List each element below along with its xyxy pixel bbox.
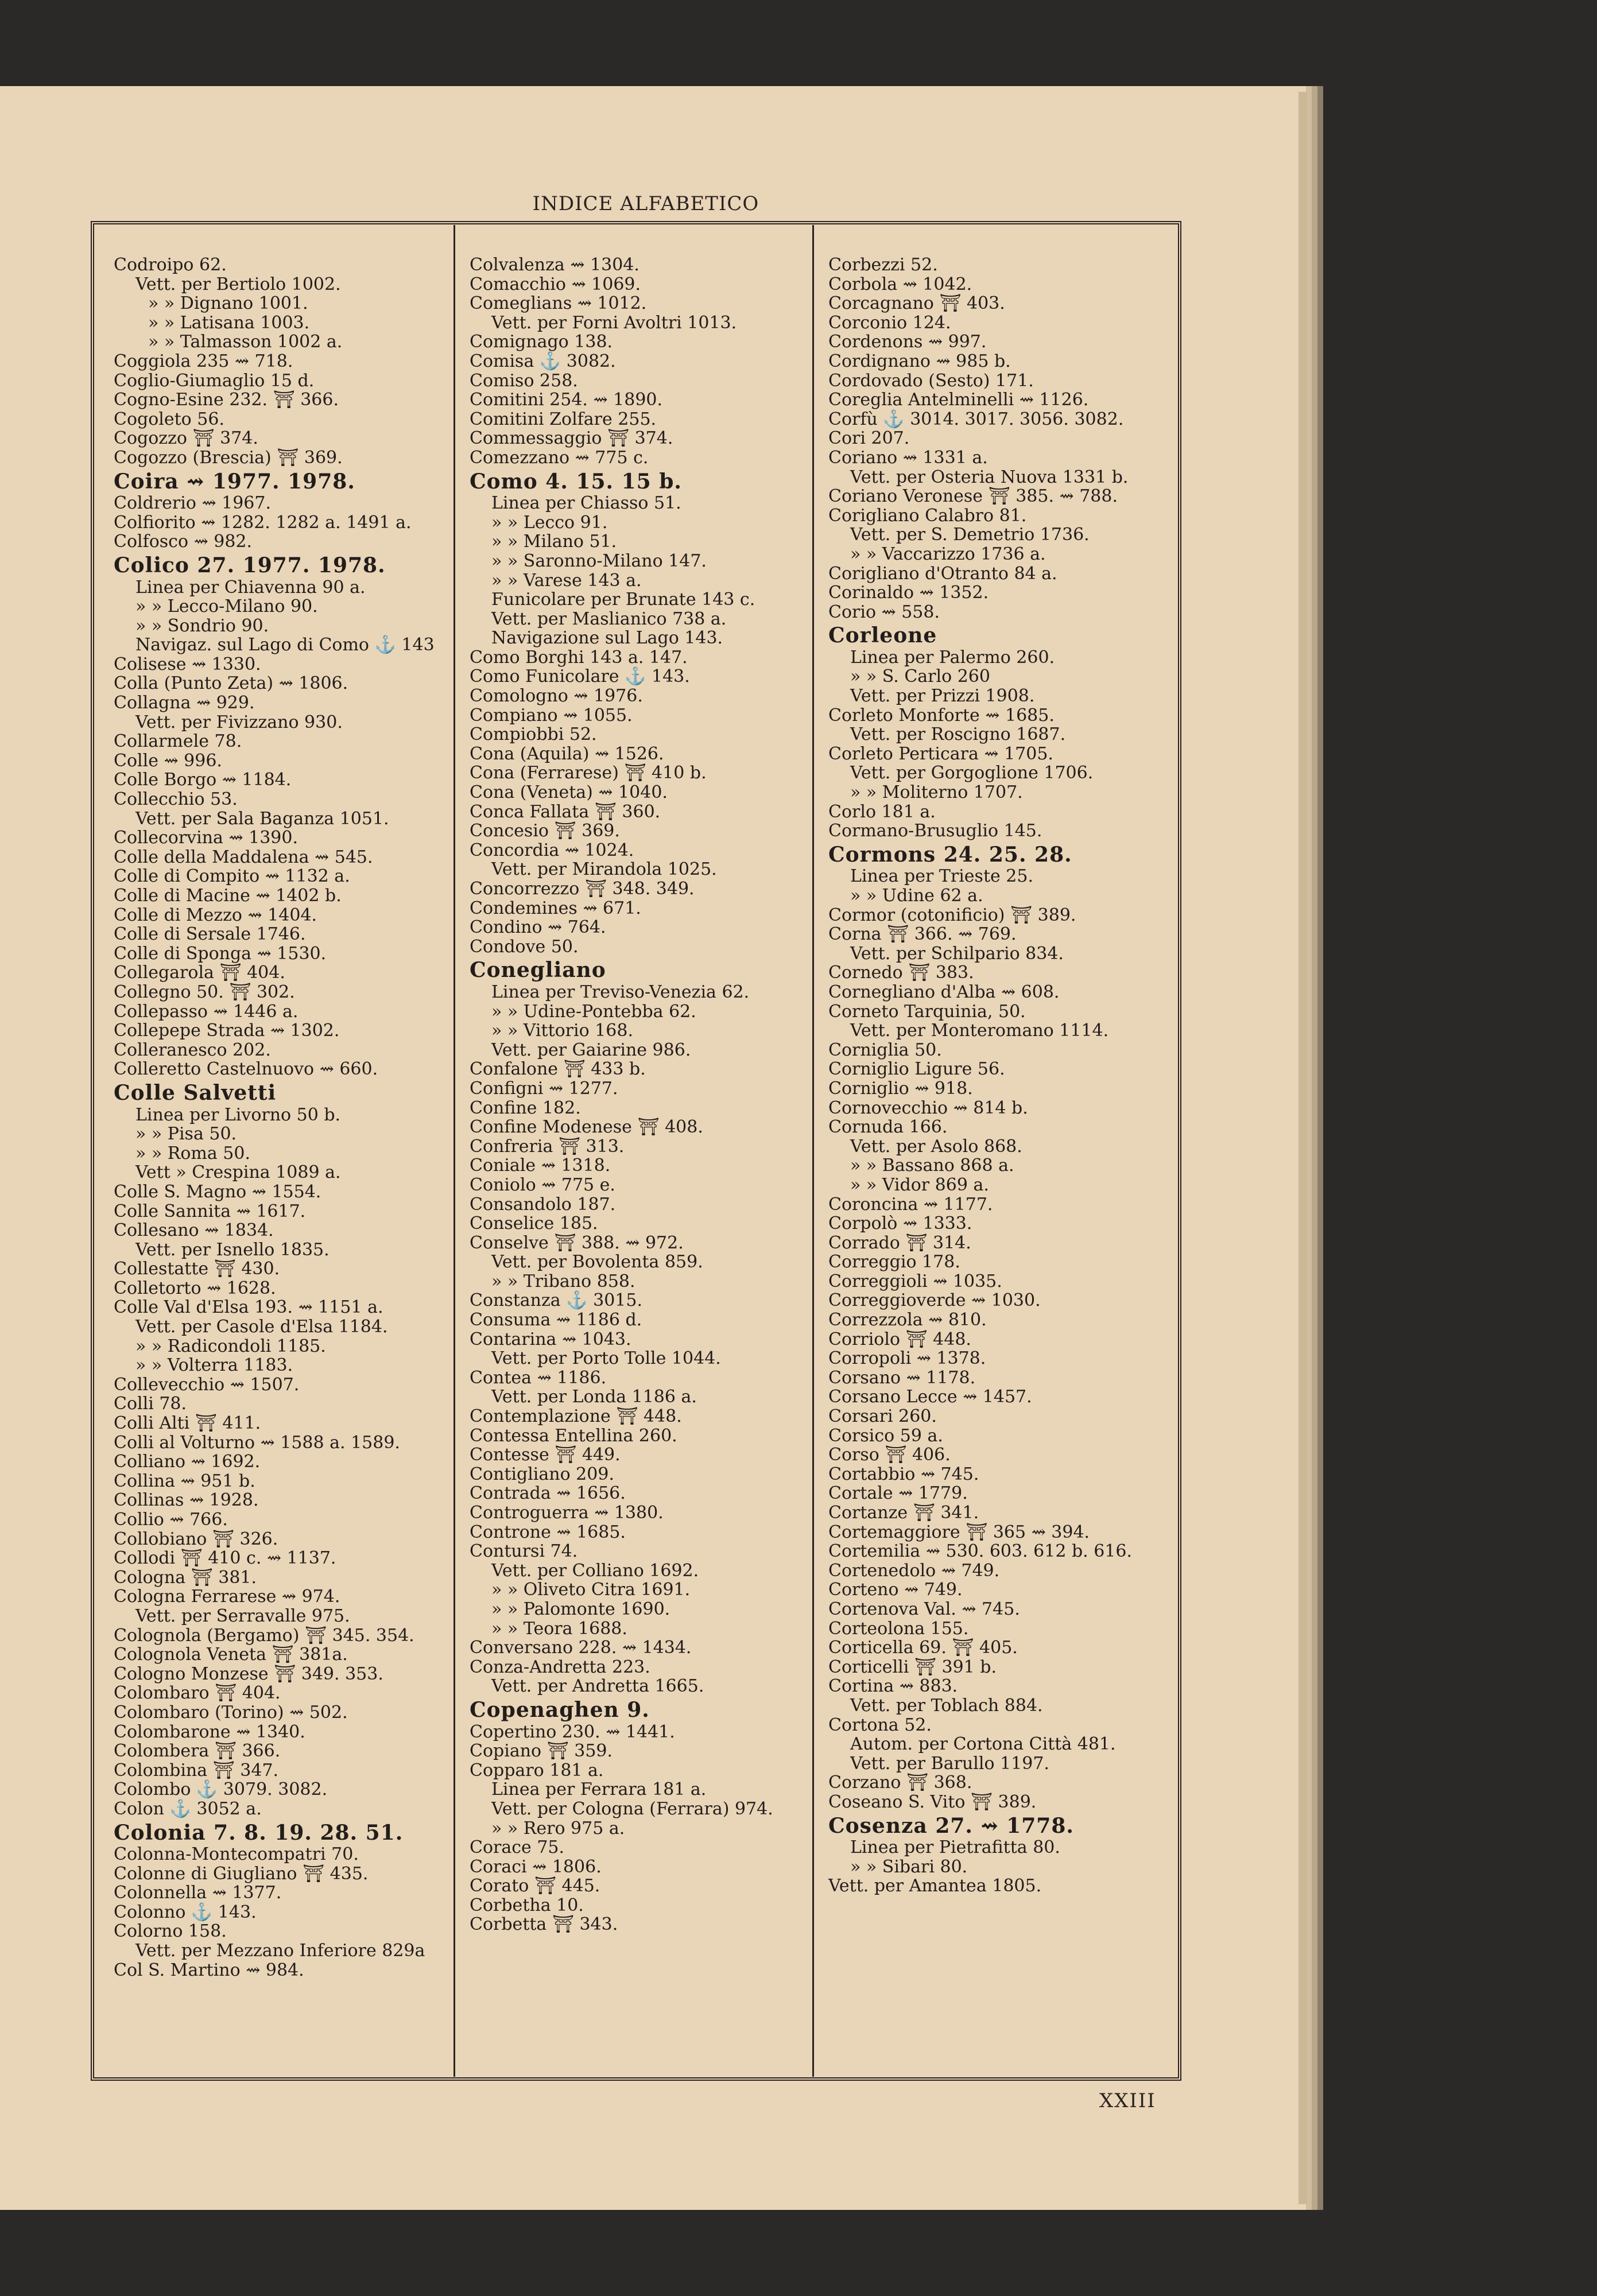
column-divider-2 (812, 225, 814, 2077)
index-entry: Colla (Punto Zeta) ⇝ 1806. (114, 673, 348, 694)
index-entry: Contrada ⇝ 1656. (470, 1483, 626, 1504)
index-entry: Comiso 258. (470, 370, 578, 391)
index-entry: Vett. per Porto Tolle 1044. (491, 1348, 721, 1369)
index-entry: » » Tribano 858. (491, 1271, 635, 1292)
index-entry: Colle Sannita ⇝ 1617. (114, 1201, 306, 1221)
index-entry: Corpolò ⇝ 1333. (828, 1213, 972, 1234)
index-entry: » » Vittorio 168. (491, 1021, 634, 1041)
index-entry: » » Rero 975 a. (491, 1818, 625, 1839)
index-entry: Cologna Ferrarese ⇝ 974. (114, 1587, 340, 1607)
index-entry: Colombo ⚓ 3079. 3082. (114, 1779, 328, 1800)
index-entry: Vett. per Mezzano Inferiore 829a (135, 1941, 425, 1961)
index-entry: Corropoli ⇝ 1378. (828, 1348, 986, 1369)
index-entry: Conselice 185. (470, 1213, 598, 1234)
index-entry: Cogno-Esine 232. ⛩ 366. (114, 390, 339, 410)
index-entry: Vett. per Bovolenta 859. (491, 1252, 703, 1273)
index-entry: Colle di Sponga ⇝ 1530. (114, 943, 327, 964)
index-entry: Condemines ⇝ 671. (470, 898, 641, 918)
index-entry: Correzzola ⇝ 810. (828, 1310, 987, 1331)
index-entry: Collestatte ⛩ 430. (114, 1259, 280, 1279)
index-entry: Corbetha 10. (470, 1895, 584, 1915)
index-entry: Colfosco ⇝ 982. (114, 532, 253, 552)
index-entry: Vett. per Serravalle 975. (135, 1605, 350, 1626)
index-entry: » » Roma 50. (135, 1143, 251, 1163)
index-entry: Comezzano ⇝ 775 c. (470, 447, 649, 468)
index-entry: Vett. per Casole d'Elsa 1184. (135, 1317, 388, 1337)
index-entry: Corniglio ⇝ 918. (828, 1078, 973, 1099)
index-column-2 (470, 255, 773, 1934)
index-entry: Colombaro ⛩ 404. (114, 1683, 281, 1704)
index-entry: Corriolo ⛩ 448. (828, 1329, 971, 1349)
index-entry: » » Talmasson 1002 a. (148, 332, 343, 352)
index-entry: Linea per Chiasso 51. (491, 493, 681, 514)
index-entry: » » Teora 1688. (491, 1618, 627, 1639)
index-entry: Vett. per Colliano 1692. (491, 1560, 699, 1581)
index-entry: Linea per Ferrara 181 a. (491, 1779, 707, 1800)
index-heading-entry: Colico 27. 1977. 1978. (114, 553, 386, 577)
index-entry: Colle Val d'Elsa 193. ⇝ 1151 a. (114, 1297, 383, 1318)
index-entry: Corneto Tarquinia, 50. (828, 1001, 1026, 1022)
index-heading-entry: Colle Salvetti (114, 1080, 277, 1105)
index-entry: » » Vaccarizzo 1736 a. (850, 544, 1046, 564)
index-entry: Concordia ⇝ 1024. (470, 840, 634, 860)
index-entry: Controne ⇝ 1685. (470, 1522, 626, 1542)
index-entry: Cona (Aquila) ⇝ 1526. (470, 743, 664, 764)
index-entry: Colli 78. (114, 1394, 187, 1414)
index-entry: Confalone ⛩ 433 b. (470, 1059, 646, 1080)
index-entry: Comignago 138. (470, 332, 613, 352)
index-entry: Corteolona 155. (828, 1618, 969, 1639)
index-entry: Colonna-Montecompatri 70. (114, 1844, 359, 1865)
index-entry: Colleranesco 202. (114, 1040, 271, 1060)
index-entry: Colle di Sersale 1746. (114, 924, 306, 945)
index-entry: Vett. per Andretta 1665. (491, 1676, 704, 1697)
index-entry: Corsano ⇝ 1178. (828, 1367, 976, 1388)
index-entry: Corbezzi 52. (828, 255, 938, 275)
index-entry: Linea per Chiavenna 90 a. (135, 577, 366, 598)
index-entry: » » Udine-Pontebba 62. (491, 1001, 696, 1022)
index-entry: Colombarone ⇝ 1340. (114, 1721, 305, 1742)
index-entry: Contesse ⛩ 449. (470, 1445, 621, 1465)
index-heading-entry: Como 4. 15. 15 b. (470, 469, 682, 494)
index-entry: Colisese ⇝ 1330. (114, 654, 261, 674)
index-entry: Collegno 50. ⛩ 302. (114, 982, 295, 1002)
index-entry: Comeglians ⇝ 1012. (470, 293, 647, 314)
index-entry: Vett. per Sala Baganza 1051. (135, 808, 389, 829)
index-entry: Controguerra ⇝ 1380. (470, 1503, 664, 1523)
index-entry: Corniglio Ligure 56. (828, 1059, 1005, 1080)
index-entry: Colle di Compito ⇝ 1132 a. (114, 866, 350, 887)
index-entry: Colonne di Giugliano ⛩ 435. (114, 1863, 369, 1884)
index-entry: » » Lecco 91. (491, 512, 608, 533)
page-number: XXIII (1099, 2089, 1156, 2112)
index-entry: Conza-Andretta 223. (470, 1657, 650, 1677)
index-entry: Corticelli ⛩ 391 b. (828, 1657, 997, 1677)
index-entry: Coniale ⇝ 1318. (470, 1155, 611, 1176)
index-entry: Vett. per Prizzi 1908. (850, 686, 1035, 707)
index-entry: Vett. per Mirandola 1025. (491, 859, 717, 880)
index-entry: Cortale ⇝ 1779. (828, 1483, 968, 1504)
index-entry: Coseano S. Vito ⛩ 389. (828, 1791, 1037, 1812)
index-entry: Vett. per Fivizzano 930. (135, 712, 343, 732)
index-entry: Conselve ⛩ 388. ⇝ 972. (470, 1232, 684, 1253)
index-entry: Corrado ⛩ 314. (828, 1232, 971, 1253)
index-entry: Cornuda 166. (828, 1117, 948, 1138)
index-entry: Collesano ⇝ 1834. (114, 1220, 274, 1241)
index-entry: Vett. per Osteria Nuova 1331 b. (850, 467, 1129, 487)
index-entry: Colonno ⚓ 143. (114, 1902, 257, 1922)
index-entry: Coriano Veronese ⛩ 385. ⇝ 788. (828, 486, 1118, 507)
index-entry: Vett. per Bertiolo 1002. (135, 274, 341, 294)
index-entry: Colle di Mezzo ⇝ 1404. (114, 905, 317, 925)
index-entry: Corato ⛩ 445. (470, 1876, 600, 1896)
index-entry: Coraci ⇝ 1806. (470, 1856, 602, 1877)
index-entry: Linea per Treviso-Venezia 62. (491, 982, 750, 1002)
index-entry: Contea ⇝ 1186. (470, 1367, 607, 1388)
index-entry: Collagna ⇝ 929. (114, 693, 255, 713)
index-entry: Colli al Volturno ⇝ 1588 a. 1589. (114, 1432, 400, 1453)
index-entry: Cornedo ⛩ 383. (828, 963, 974, 983)
index-entry: Corleto Monforte ⇝ 1685. (828, 705, 1055, 726)
index-entry: Linea per Pietrafitta 80. (850, 1837, 1060, 1858)
index-entry: Correggio 178. (828, 1252, 960, 1273)
index-entry: Collina ⇝ 951 b. (114, 1471, 255, 1491)
index-entry: Vett. per S. Demetrio 1736. (850, 525, 1090, 545)
index-entry: Colle ⇝ 996. (114, 750, 222, 771)
index-entry: Colfiorito ⇝ 1282. 1282 a. 1491 a. (114, 512, 412, 533)
index-entry: Vett. per Amantea 1805. (828, 1876, 1042, 1896)
index-heading-entry: Cormons 24. 25. 28. (828, 842, 1072, 867)
index-entry: Colle Borgo ⇝ 1184. (114, 770, 292, 790)
index-entry: » » Palomonte 1690. (491, 1599, 670, 1619)
index-entry: Vett. per Toblach 884. (850, 1695, 1043, 1716)
index-entry: Cona (Ferrarese) ⛩ 410 b. (470, 763, 707, 784)
index-entry: Coniolo ⇝ 775 e. (470, 1174, 615, 1195)
index-entry: Corteno ⇝ 749. (828, 1580, 963, 1600)
index-entry: Coreglia Antelminelli ⇝ 1126. (828, 390, 1089, 410)
index-entry: Comologno ⇝ 1976. (470, 686, 643, 707)
index-entry: Corniglia 50. (828, 1040, 942, 1060)
index-entry: Vett. per Gaiarine 986. (491, 1040, 691, 1060)
index-entry: Cortemaggiore ⛩ 365 ⇝ 394. (828, 1522, 1090, 1542)
index-entry: Colletorto ⇝ 1628. (114, 1278, 276, 1298)
index-entry: Corigliano Calabro 81. (828, 505, 1027, 526)
index-entry: Linea per Palermo 260. (850, 647, 1055, 668)
index-entry: Corzano ⛩ 368. (828, 1773, 972, 1793)
index-entry: Navigaz. sul Lago di Como ⚓ 143 (135, 635, 435, 656)
index-entry: Collepasso ⇝ 1446 a. (114, 1001, 299, 1022)
index-entry: » » Pisa 50. (135, 1124, 237, 1145)
index-entry: Copiano ⛩ 359. (470, 1741, 613, 1762)
index-entry: Colombina ⛩ 347. (114, 1760, 279, 1781)
index-entry: Vett. per Isnello 1835. (135, 1239, 330, 1260)
index-entry: Linea per Trieste 25. (850, 866, 1033, 887)
index-entry: Colonnella ⇝ 1377. (114, 1883, 282, 1903)
index-entry: Autom. per Cortona Città 481. (850, 1734, 1116, 1755)
index-entry: Cortemilia ⇝ 530. 603. 612 b. 616. (828, 1541, 1133, 1562)
index-entry: Vett. per Gorgoglione 1706. (850, 763, 1094, 784)
index-entry: » » Saronno-Milano 147. (491, 550, 707, 571)
index-entry: Funicolare per Brunate 143 c. (491, 589, 755, 610)
index-entry: Colognola Veneta ⛩ 381a. (114, 1645, 348, 1665)
index-heading-entry: Conegliano (470, 958, 606, 983)
index-entry: Cori 207. (828, 428, 910, 449)
index-entry: Corleto Perticara ⇝ 1705. (828, 743, 1053, 764)
index-entry: Coggiola 235 ⇝ 718. (114, 351, 293, 371)
index-entry: Cornovecchio ⇝ 814 b. (828, 1097, 1028, 1118)
index-entry: Comitini Zolfare 255. (470, 409, 657, 429)
index-entry: Concesio ⛩ 369. (470, 821, 620, 841)
index-entry: Collecorvina ⇝ 1390. (114, 828, 299, 848)
index-entry: Vett. per Barullo 1197. (850, 1753, 1049, 1774)
index-entry: Conca Fallata ⛩ 360. (470, 801, 661, 822)
index-entry: Copertino 230. ⇝ 1441. (470, 1721, 675, 1742)
index-entry: Corconio 124. (828, 312, 951, 333)
index-column-3 (828, 255, 1132, 1896)
index-entry: » » Sibari 80. (850, 1856, 968, 1877)
index-entry: » » Bassano 868 a. (850, 1155, 1014, 1176)
index-entry: Compiano ⇝ 1055. (470, 705, 633, 726)
index-entry: Cona (Veneta) ⇝ 1040. (470, 782, 668, 803)
index-entry: Corcagnano ⛩ 403. (828, 293, 1005, 314)
index-entry: Cortenedolo ⇝ 749. (828, 1560, 1000, 1581)
index-entry: Cornegliano d'Alba ⇝ 608. (828, 982, 1060, 1002)
index-entry: Cormano-Brusuglio 145. (828, 821, 1042, 841)
index-entry: » » Radicondoli 1185. (135, 1336, 326, 1356)
index-entry: Colleretto Castelnuovo ⇝ 660. (114, 1059, 378, 1080)
index-entry: Cordovado (Sesto) 171. (828, 370, 1034, 391)
index-entry: Cortenova Val. ⇝ 745. (828, 1599, 1020, 1619)
index-entry: Consandolo 187. (470, 1194, 616, 1215)
index-entry: Collecchio 53. (114, 789, 238, 810)
index-entry: » » Vidor 869 a. (850, 1174, 989, 1195)
index-entry: Corace 75. (470, 1837, 565, 1858)
index-entry: Collinas ⇝ 1928. (114, 1490, 259, 1511)
index-entry: Correggioli ⇝ 1035. (828, 1271, 1002, 1292)
index-entry: Colvalenza ⇝ 1304. (470, 255, 639, 275)
index-entry: » » Volterra 1183. (135, 1355, 293, 1376)
index-entry: Corfù ⚓ 3014. 3017. 3056. 3082. (828, 409, 1124, 429)
index-entry: Confine 182. (470, 1097, 581, 1118)
index-entry: Contarina ⇝ 1043. (470, 1329, 631, 1349)
index-entry: Collegarola ⛩ 404. (114, 963, 285, 983)
index-entry: » » Lecco-Milano 90. (135, 596, 318, 617)
index-entry: Cortona 52. (828, 1715, 932, 1735)
index-entry: » » Dignano 1001. (148, 293, 308, 314)
index-entry: Cortabbio ⇝ 745. (828, 1464, 979, 1484)
index-entry: Cortina ⇝ 883. (828, 1676, 958, 1697)
index-entry: Conversano 228. ⇝ 1434. (470, 1638, 692, 1658)
index-entry: Confreria ⛩ 313. (470, 1136, 625, 1157)
index-entry: Colognola (Bergamo) ⛩ 345. 354. (114, 1625, 414, 1646)
index-entry: Coglio-Giumaglio 15 d. (114, 370, 315, 391)
index-entry: Corna ⛩ 366. ⇝ 769. (828, 924, 1017, 945)
index-entry: Comitini 254. ⇝ 1890. (470, 390, 663, 410)
index-entry: Vett. per Maslianico 738 a. (491, 608, 727, 629)
index-entry: » » S. Carlo 260 (850, 666, 990, 687)
index-entry: Collobiano ⛩ 326. (114, 1529, 278, 1549)
index-entry: Cordenons ⇝ 997. (828, 332, 987, 352)
index-entry: Col S. Martino ⇝ 984. (114, 1960, 304, 1980)
index-heading-entry: Corleone (828, 623, 937, 648)
index-entry: Coriano ⇝ 1331 a. (828, 447, 988, 468)
index-entry: Corinaldo ⇝ 1352. (828, 583, 989, 603)
index-entry: Colliano ⇝ 1692. (114, 1452, 261, 1472)
index-entry: » » Varese 143 a. (491, 570, 642, 591)
index-entry: » » Sondrio 90. (135, 615, 269, 636)
index-entry: Corsano Lecce ⇝ 1457. (828, 1387, 1032, 1407)
index-entry: Vett. per Forni Avoltri 1013. (491, 312, 737, 333)
index-entry: Compiobbi 52. (470, 724, 597, 745)
index-entry: Corbola ⇝ 1042. (828, 274, 972, 294)
index-entry: Condino ⇝ 764. (470, 917, 606, 938)
index-entry: Colombaro (Torino) ⇝ 502. (114, 1702, 348, 1723)
index-entry: Commessaggio ⛩ 374. (470, 428, 673, 449)
index-entry: Vett. per Schilpario 834. (850, 943, 1064, 964)
index-entry: Condove 50. (470, 936, 579, 957)
index-entry: Collevecchio ⇝ 1507. (114, 1374, 300, 1395)
index-entry: Corsico 59 a. (828, 1425, 943, 1446)
index-entry: Contessa Entellina 260. (470, 1425, 677, 1446)
index-entry: Concorrezzo ⛩ 348. 349. (470, 879, 695, 899)
index-entry: Coldrerio ⇝ 1967. (114, 493, 271, 514)
index-entry: Cortanze ⛩ 341. (828, 1503, 979, 1523)
index-entry: Colon ⚓ 3052 a. (114, 1798, 262, 1819)
column-divider-1 (453, 225, 455, 2077)
index-heading-entry: Cosenza 27. ⇝ 1778. (828, 1813, 1074, 1838)
index-heading-entry: Colonia 7. 8. 19. 28. 51. (114, 1820, 404, 1845)
index-entry: Collepepe Strada ⇝ 1302. (114, 1021, 340, 1041)
index-entry: Colle della Maddalena ⇝ 545. (114, 847, 373, 867)
page-edge (1298, 92, 1307, 2204)
index-entry: Vett. per Asolo 868. (850, 1136, 1022, 1157)
page-header: INDICE ALFABETICO (532, 192, 759, 215)
index-entry: Colorno 158. (114, 1921, 227, 1942)
index-entry: Consuma ⇝ 1186 d. (470, 1310, 642, 1331)
index-entry: » » Udine 62 a. (850, 886, 983, 906)
index-entry: Comacchio ⇝ 1069. (470, 274, 641, 294)
index-entry: Colle di Macine ⇝ 1402 b. (114, 886, 342, 906)
index-entry: Linea per Livorno 50 b. (135, 1104, 341, 1125)
index-heading-entry: Coira ⇝ 1977. 1978. (114, 469, 355, 494)
index-entry: Colle S. Magno ⇝ 1554. (114, 1181, 321, 1202)
index-entry: Cologno Monzese ⛩ 349. 353. (114, 1663, 383, 1684)
index-entry: » » Oliveto Citra 1691. (491, 1580, 691, 1600)
index-entry: Vett. per Cologna (Ferrara) 974. (491, 1798, 773, 1819)
index-entry: Constanza ⚓ 3015. (470, 1290, 642, 1311)
index-entry: Corio ⇝ 558. (828, 602, 940, 622)
index-entry: Vett » Crespina 1089 a. (135, 1162, 341, 1183)
index-heading-entry: Copenaghen 9. (470, 1697, 650, 1722)
index-entry: Corso ⛩ 406. (828, 1445, 951, 1465)
index-entry: Copparo 181 a. (470, 1760, 604, 1781)
index-entry: Comisa ⚓ 3082. (470, 351, 616, 371)
index-entry: Corbetta ⛩ 343. (470, 1914, 618, 1935)
index-entry: » » Latisana 1003. (148, 312, 310, 333)
index-entry: Corigliano d'Otranto 84 a. (828, 563, 1057, 584)
index-column-1 (114, 255, 435, 1980)
index-entry: Cogozzo (Brescia) ⛩ 369. (114, 447, 343, 468)
index-entry: Navigazione sul Lago 143. (491, 628, 723, 649)
index-entry: Corlo 181 a. (828, 801, 936, 822)
index-entry: Configni ⇝ 1277. (470, 1078, 618, 1099)
index-entry: Contursi 74. (470, 1541, 578, 1562)
index-entry: » » Moliterno 1707. (850, 782, 1023, 803)
index-entry: Codroipo 62. (114, 255, 227, 275)
index-entry: Confine Modenese ⛩ 408. (470, 1117, 703, 1138)
index-entry: Como Borghi 143 a. 147. (470, 647, 688, 668)
index-entry: Correggioverde ⇝ 1030. (828, 1290, 1041, 1311)
index-entry: Collodi ⛩ 410 c. ⇝ 1137. (114, 1548, 336, 1569)
index-entry: Vett. per Roscigno 1687. (850, 724, 1066, 745)
index-entry: Cologna ⛩ 381. (114, 1567, 257, 1588)
index-entry: Vett. per Londa 1186 a. (491, 1387, 697, 1407)
index-entry: Cordignano ⇝ 985 b. (828, 351, 1011, 371)
index-entry: Colli Alti ⛩ 411. (114, 1413, 261, 1434)
index-entry: Corticella 69. ⛩ 405. (828, 1638, 1018, 1658)
index-entry: Collio ⇝ 766. (114, 1510, 228, 1530)
index-entry: Cogozzo ⛩ 374. (114, 428, 258, 449)
index-entry: Coroncina ⇝ 1177. (828, 1194, 993, 1215)
index-entry: Vett. per Monteromano 1114. (850, 1021, 1109, 1041)
index-entry: Corsari 260. (828, 1406, 937, 1427)
index-entry: Cogoleto 56. (114, 409, 224, 429)
index-entry: Collarmele 78. (114, 731, 242, 752)
index-entry: Colombera ⛩ 366. (114, 1741, 281, 1762)
index-entry: Como Funicolare ⚓ 143. (470, 666, 690, 687)
index-entry: » » Milano 51. (491, 532, 617, 552)
index-entry: Contigliano 209. (470, 1464, 614, 1484)
index-entry: Cormor (cotonificio) ⛩ 389. (828, 905, 1076, 925)
index-entry: Contemplazione ⛩ 448. (470, 1406, 682, 1427)
